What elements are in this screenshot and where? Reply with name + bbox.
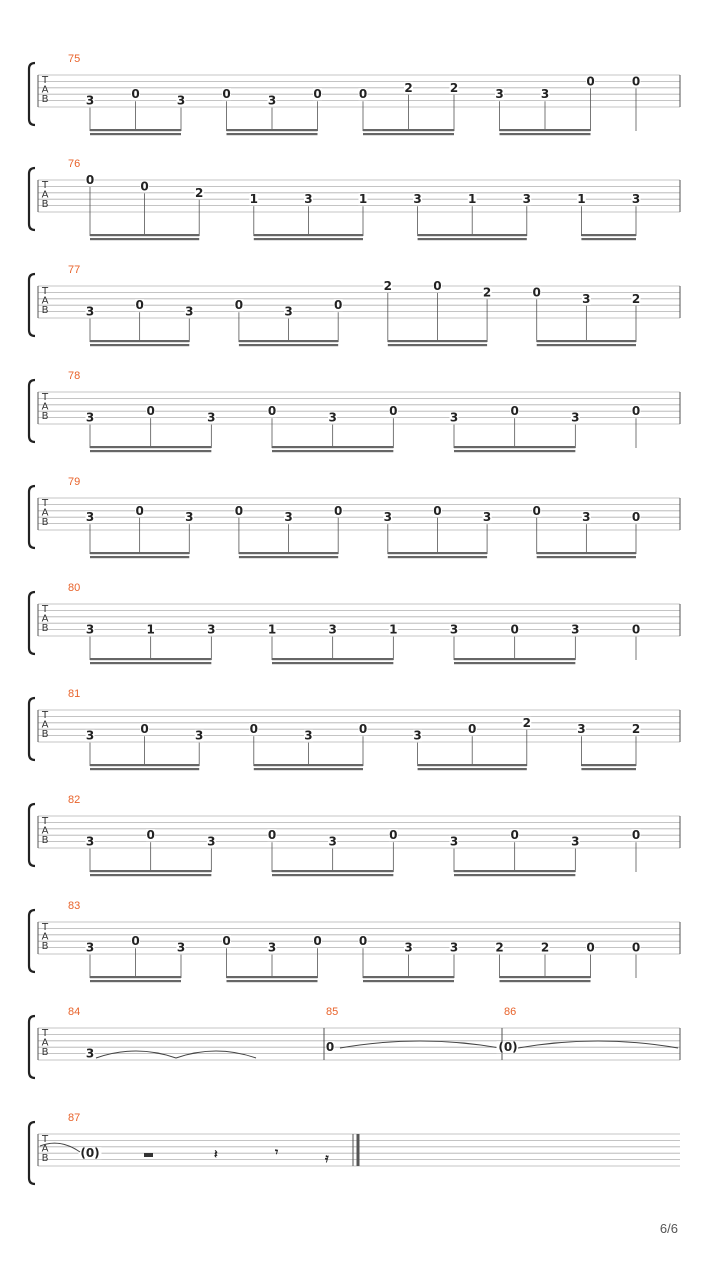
fret-number: 0 <box>334 503 343 518</box>
fret-number: 0 <box>140 722 149 737</box>
measure-number: 75 <box>68 53 81 65</box>
fret-number: 0 <box>510 404 519 419</box>
beam <box>363 980 454 982</box>
beam <box>254 768 363 770</box>
fret-number: 3 <box>571 622 580 637</box>
system-bracket <box>29 804 35 866</box>
fret-number: 2 <box>631 291 641 306</box>
tab-system <box>29 900 680 982</box>
measure-number: 77 <box>68 264 81 276</box>
fret-number: 0 <box>222 934 231 949</box>
fret-number: 2 <box>495 940 504 955</box>
fret-number: 3 <box>413 728 422 743</box>
system-bracket <box>29 1016 35 1078</box>
fret-number: 0 <box>389 828 398 843</box>
page-number: 6/6 <box>659 1221 678 1236</box>
fret-number: 0 <box>631 940 641 955</box>
beam <box>90 662 211 664</box>
fret-number: 3 <box>85 1046 95 1061</box>
fret-number: 3 <box>85 728 95 743</box>
fret-number: 0 <box>267 404 277 419</box>
fret-number: 3 <box>267 940 277 955</box>
fret-number: 0 <box>389 404 398 419</box>
tab-clef-letter: T <box>41 75 49 86</box>
tab-clef-letter: T <box>41 1134 49 1145</box>
beam <box>227 129 318 131</box>
beam <box>90 133 181 135</box>
fret-number: 2 <box>404 80 413 95</box>
beam <box>581 234 636 236</box>
beam <box>239 552 338 554</box>
beam <box>90 980 181 982</box>
measure-number: 85 <box>326 1006 339 1018</box>
fret-number: 3 <box>571 410 580 425</box>
system-bracket <box>29 486 35 548</box>
beam <box>90 870 211 872</box>
tab-clef-letter: A <box>41 1143 49 1155</box>
measure-number: 76 <box>68 158 81 170</box>
fret-number: 1 <box>146 622 155 637</box>
fret-number: 1 <box>389 622 398 637</box>
fret-number: 3 <box>577 722 586 737</box>
tab-clef-letter: A <box>41 931 49 943</box>
beam <box>272 446 393 448</box>
measure-number: 83 <box>68 900 81 912</box>
fret-number: (0) <box>80 1146 100 1161</box>
fret-number: 3 <box>85 410 95 425</box>
tab-system <box>29 53 680 135</box>
fret-number: 3 <box>176 940 186 955</box>
beam <box>500 133 591 135</box>
fret-number: 1 <box>267 622 277 637</box>
fret-number: 3 <box>267 93 277 108</box>
beam <box>454 450 575 452</box>
beam <box>272 450 393 452</box>
beam <box>272 874 393 876</box>
beam <box>239 340 338 342</box>
system-bracket <box>29 168 35 230</box>
fret-number: 0 <box>249 722 258 737</box>
beam <box>500 129 591 131</box>
fret-number: 2 <box>482 285 492 300</box>
fret-number: 3 <box>582 291 591 306</box>
beam <box>254 234 363 236</box>
tab-clef-letter: T <box>41 604 49 615</box>
measure-number: 79 <box>68 476 81 488</box>
staves <box>29 53 680 1184</box>
tab-clef-letter: A <box>41 84 49 96</box>
fret-number: 0 <box>631 622 641 637</box>
tab-clef-letter: T <box>41 922 49 933</box>
fret-number: 0 <box>586 74 595 89</box>
fret-number: 0 <box>135 503 144 518</box>
beam <box>454 874 575 876</box>
tab-clef-letter: B <box>41 835 49 846</box>
beam <box>227 133 318 135</box>
fret-number: 0 <box>131 934 140 949</box>
fret-number: 3 <box>304 192 313 207</box>
fret-number: 0 <box>334 298 343 313</box>
beam <box>272 662 393 664</box>
tab-system <box>29 158 680 240</box>
beam <box>90 552 189 554</box>
fret-number: 0 <box>146 404 155 419</box>
tab-clef-letter: B <box>41 1047 49 1058</box>
fret-number: 1 <box>358 192 368 207</box>
measure-number: 82 <box>68 794 81 806</box>
beam <box>90 344 189 346</box>
fret-number: 0 <box>532 285 541 300</box>
tab-clef-letter: T <box>41 710 49 721</box>
fret-number: 0 <box>140 179 149 194</box>
fret-number: 2 <box>449 80 459 95</box>
beam <box>272 658 393 660</box>
beam <box>254 238 363 240</box>
beam <box>90 874 211 876</box>
tab-clef-letter: A <box>41 825 49 837</box>
tab-clef-letter: T <box>41 816 49 827</box>
eighth-rest: 𝄾 <box>275 1145 279 1159</box>
tab-system <box>29 794 680 876</box>
fret-number: 3 <box>85 940 95 955</box>
fret-number: 0 <box>313 87 322 102</box>
fret-number: 3 <box>582 510 591 525</box>
measure <box>40 1112 329 1165</box>
fret-number: 0 <box>222 87 231 102</box>
beam <box>537 340 636 342</box>
tab-clef-letter: B <box>41 517 49 528</box>
beam <box>581 238 636 240</box>
beam <box>537 556 636 558</box>
tab-clef-letter: B <box>41 623 49 634</box>
fret-number: 3 <box>207 834 216 849</box>
tab-clef-letter: T <box>41 286 49 297</box>
beam <box>581 764 636 766</box>
fret-number: 0 <box>510 622 519 637</box>
beam <box>272 870 393 872</box>
fret-number: 3 <box>540 87 550 102</box>
beam <box>454 662 575 664</box>
beam <box>90 238 199 240</box>
fret-number: 3 <box>85 834 95 849</box>
fret-number: 3 <box>449 940 459 955</box>
beam <box>90 340 189 342</box>
measure-number: 84 <box>68 1006 81 1018</box>
fret-number: 3 <box>85 93 95 108</box>
tab-clef-letter: B <box>41 1153 49 1164</box>
measure-number: 86 <box>504 1006 517 1018</box>
tab-system <box>29 688 680 770</box>
half-rest <box>144 1153 153 1157</box>
beam <box>388 340 487 342</box>
fret-number: 0 <box>631 404 641 419</box>
fret-number: 2 <box>522 715 531 730</box>
tab-clef-letter: B <box>41 94 49 105</box>
fret-number: 3 <box>207 622 216 637</box>
beam <box>90 450 211 452</box>
beam <box>90 129 181 131</box>
tab-clef-letter: B <box>41 729 49 740</box>
beam <box>454 658 575 660</box>
fret-number: 3 <box>284 510 293 525</box>
measure <box>68 1006 256 1061</box>
fret-number: 3 <box>195 728 204 743</box>
tab-system <box>29 264 680 346</box>
beam <box>90 768 199 770</box>
fret-number: 1 <box>577 192 586 207</box>
system-bracket <box>29 1122 35 1184</box>
fret-number: 0 <box>85 173 95 187</box>
tie-arc <box>96 1051 256 1058</box>
tab-clef-letter: A <box>41 189 49 201</box>
fret-number: 0 <box>631 828 641 843</box>
fret-number: 0 <box>586 940 595 955</box>
fret-number: 2 <box>631 722 641 737</box>
fret-number: 3 <box>304 728 313 743</box>
system-bracket <box>29 698 35 760</box>
fret-number: 0 <box>135 298 144 313</box>
beam <box>227 980 318 982</box>
fret-number: 3 <box>482 510 492 525</box>
tab-system <box>29 476 680 558</box>
tab-system <box>29 370 680 452</box>
tab-system <box>29 1006 680 1078</box>
fret-number: 3 <box>85 304 95 319</box>
fret-number: 0 <box>631 74 641 89</box>
tab-clef-letter: B <box>41 941 49 952</box>
fret-number: 0 <box>234 298 244 313</box>
beam <box>537 552 636 554</box>
quarter-rest: 𝄽 <box>214 1147 218 1161</box>
fret-number: 2 <box>195 185 204 200</box>
fret-number: 3 <box>404 940 413 955</box>
fret-number: 0 <box>234 503 244 518</box>
system-bracket <box>29 274 35 336</box>
tab-clef-letter: B <box>41 199 49 210</box>
fret-number: 0 <box>131 87 140 102</box>
beam <box>239 344 338 346</box>
measure-number: 81 <box>68 688 81 700</box>
tab-clef-letter: T <box>41 392 49 403</box>
fret-number: 3 <box>176 93 186 108</box>
tab-clef-letter: A <box>41 295 49 307</box>
fret-number: 0 <box>468 722 477 737</box>
beam <box>90 658 211 660</box>
sixteenth-rest: 𝄿 <box>325 1151 329 1165</box>
beam <box>388 552 487 554</box>
tab-clef-letter: B <box>41 305 49 316</box>
fret-number: 3 <box>413 192 422 207</box>
beam <box>90 556 189 558</box>
beam <box>90 764 199 766</box>
fret-number: 0 <box>510 828 519 843</box>
fret-number: 0 <box>267 828 277 843</box>
fret-number: 3 <box>449 410 459 425</box>
tab-clef-letter: A <box>41 719 49 731</box>
system-bracket <box>29 380 35 442</box>
fret-number: 3 <box>284 304 293 319</box>
beam <box>388 344 487 346</box>
beam <box>418 238 527 240</box>
beam <box>239 556 338 558</box>
fret-number: 0 <box>146 828 155 843</box>
tab-clef-letter: A <box>41 401 49 413</box>
tab-clef-letter: A <box>41 613 49 625</box>
beam <box>90 976 181 978</box>
beam <box>454 446 575 448</box>
beam <box>254 764 363 766</box>
fret-number: 3 <box>185 304 194 319</box>
tab-clef-letter: A <box>41 507 49 519</box>
beam <box>90 234 199 236</box>
fret-number: 3 <box>522 192 531 207</box>
beam <box>537 344 636 346</box>
fret-number: 0 <box>325 1040 335 1055</box>
beam <box>363 976 454 978</box>
fret-number: 3 <box>328 410 337 425</box>
fret-number: 0 <box>631 510 641 525</box>
beam <box>363 129 454 131</box>
fret-number: 3 <box>383 510 392 525</box>
fret-number: 1 <box>249 192 258 207</box>
fret-number: 3 <box>185 510 194 525</box>
beam <box>454 870 575 872</box>
beam <box>90 446 211 448</box>
fret-number: 3 <box>328 834 337 849</box>
fret-number: 0 <box>433 503 442 518</box>
beam <box>363 133 454 135</box>
fret-number: 0 <box>358 722 368 737</box>
system-bracket <box>29 592 35 654</box>
beam <box>227 976 318 978</box>
fret-number: 0 <box>358 934 368 949</box>
beam <box>500 976 591 978</box>
tab-system <box>29 1112 680 1184</box>
tab-system <box>29 582 680 664</box>
fret-number: 0 <box>532 503 541 518</box>
beam <box>418 234 527 236</box>
system-bracket <box>29 63 35 125</box>
fret-number: 3 <box>449 622 459 637</box>
beam <box>418 768 527 770</box>
fret-number: 3 <box>328 622 337 637</box>
tab-clef-letter: T <box>41 498 49 509</box>
beam <box>500 980 591 982</box>
system-bracket <box>29 910 35 972</box>
fret-number: 0 <box>358 87 368 102</box>
tab-clef-letter: T <box>41 1028 49 1039</box>
measure-number: 80 <box>68 582 81 594</box>
fret-number: 0 <box>433 279 442 293</box>
fret-number: 3 <box>631 192 641 207</box>
fret-number: 1 <box>468 192 477 207</box>
fret-number: 3 <box>571 834 580 849</box>
fret-number: 3 <box>85 510 95 525</box>
fret-number: (0) <box>498 1040 518 1055</box>
fret-number: 3 <box>495 87 504 102</box>
beam <box>418 764 527 766</box>
fret-number: 3 <box>207 410 216 425</box>
measure-number: 78 <box>68 370 81 382</box>
beam <box>388 556 487 558</box>
fret-number: 0 <box>313 934 322 949</box>
tab-clef-letter: T <box>41 180 49 191</box>
fret-number: 3 <box>85 622 95 637</box>
fret-number: 2 <box>383 279 392 293</box>
beam <box>581 768 636 770</box>
measure-number: 87 <box>68 1112 81 1124</box>
fret-number: 3 <box>449 834 459 849</box>
fret-number: 2 <box>540 940 550 955</box>
tab-clef-letter: B <box>41 411 49 422</box>
tab-clef-letter: A <box>41 1037 49 1049</box>
